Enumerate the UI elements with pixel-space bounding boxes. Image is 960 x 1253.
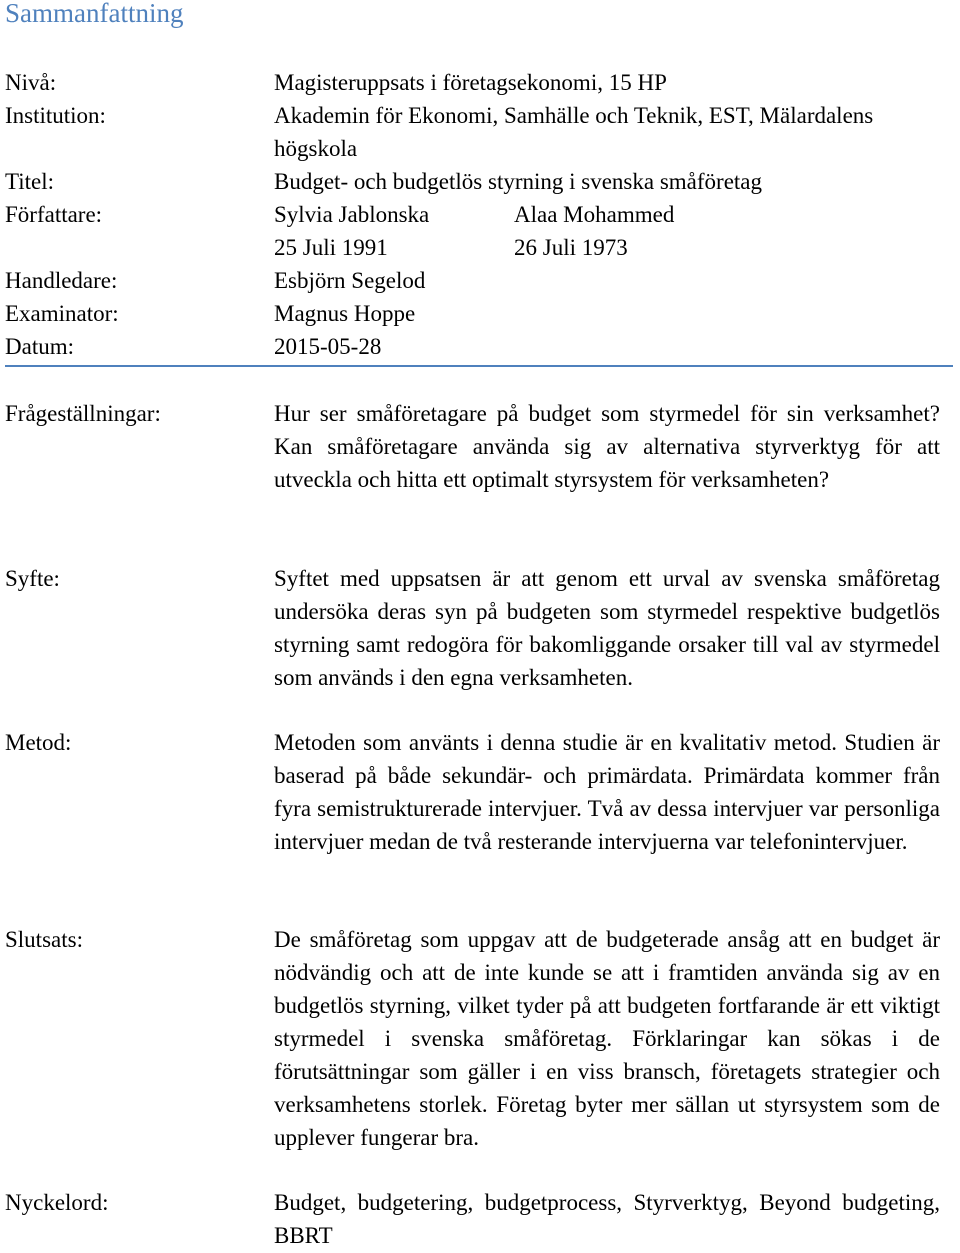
fragestallningar-label: Frågeställningar: — [5, 401, 161, 426]
syfte-text: Syftet med uppsatsen är att genom ett urval av svenska småföretag undersöka deras syn på budgeten som styrmedel respektive budgetlös styrning samt redogöra för bakomliggande orsaker till val av styrmedel som används i den egna verksamheten. — [274, 566, 940, 690]
nyckelord-label: Nyckelord: — [5, 1190, 109, 1215]
page-title: Sammanfattning — [5, 0, 184, 28]
section-divider — [5, 365, 953, 367]
institution-value-line2: högskola — [274, 136, 358, 161]
nyckelord-text: Budget, budgetering, budgetprocess, Styrverktyg, Beyond budgeting, BBRT — [274, 1190, 940, 1248]
institution-value-line1: Akademin för Ekonomi, Samhälle och Teknik, EST, Mälardalens — [274, 103, 874, 128]
metod-label: Metod: — [5, 730, 72, 755]
niva-value: Magisteruppsats i företagsekonomi, 15 HP — [274, 70, 667, 95]
forfattare-label: Författare: — [5, 202, 103, 227]
author2-name: Alaa Mohammed — [514, 202, 675, 227]
niva-label: Nivå: — [5, 70, 57, 95]
author1-name: Sylvia Jablonska — [274, 202, 430, 227]
author1-date: 25 Juli 1991 — [274, 235, 388, 260]
institution-label: Institution: — [5, 103, 106, 128]
slutsats-text: De småföretag som uppgav att de budgeterade ansåg att en budget är nödvändig och att de inte kunde se att i framtiden använda sig av en budgetlös styrning, vilket tyder på att budgeten fortfarande är ett viktigt styrmedel i svenska småföretag. Förklaringar kan sökas i de förutsättningar som gäller i en viss bransch, företagets strategier och verksamhetens storlek. Företag byter mer sällan ut styrsystem som de upplever fungerar bra. — [274, 927, 940, 1150]
examinator-value: Magnus Hoppe — [274, 301, 416, 326]
datum-value: 2015-05-28 — [274, 334, 382, 359]
syfte-label: Syfte: — [5, 566, 60, 591]
handledare-value: Esbjörn Segelod — [274, 268, 426, 293]
datum-label: Datum: — [5, 334, 74, 359]
titel-label: Titel: — [5, 169, 55, 194]
fragestallningar-text: Hur ser småföretagare på budget som styrmedel för sin verksamhet? Kan småföretagare använda sig av alternativa styrverktyg för att utveckla och hitta ett optimalt styrsystem för verksamheten? — [274, 401, 940, 492]
author2-date: 26 Juli 1973 — [514, 235, 628, 260]
examinator-label: Examinator: — [5, 301, 119, 326]
slutsats-label: Slutsats: — [5, 927, 83, 952]
metod-text: Metoden som använts i denna studie är en kvalitativ metod. Studien är baserad på både sekundär- och primärdata. Primärdata kommer från fyra semistrukturerade intervjuer. Två av dessa intervjuer var personliga intervjuer medan de två resterande intervjuerna var telefonintervjuer. — [274, 730, 940, 854]
handledare-label: Handledare: — [5, 268, 118, 293]
titel-value: Budget- och budgetlös styrning i svenska småföretag — [274, 169, 763, 194]
